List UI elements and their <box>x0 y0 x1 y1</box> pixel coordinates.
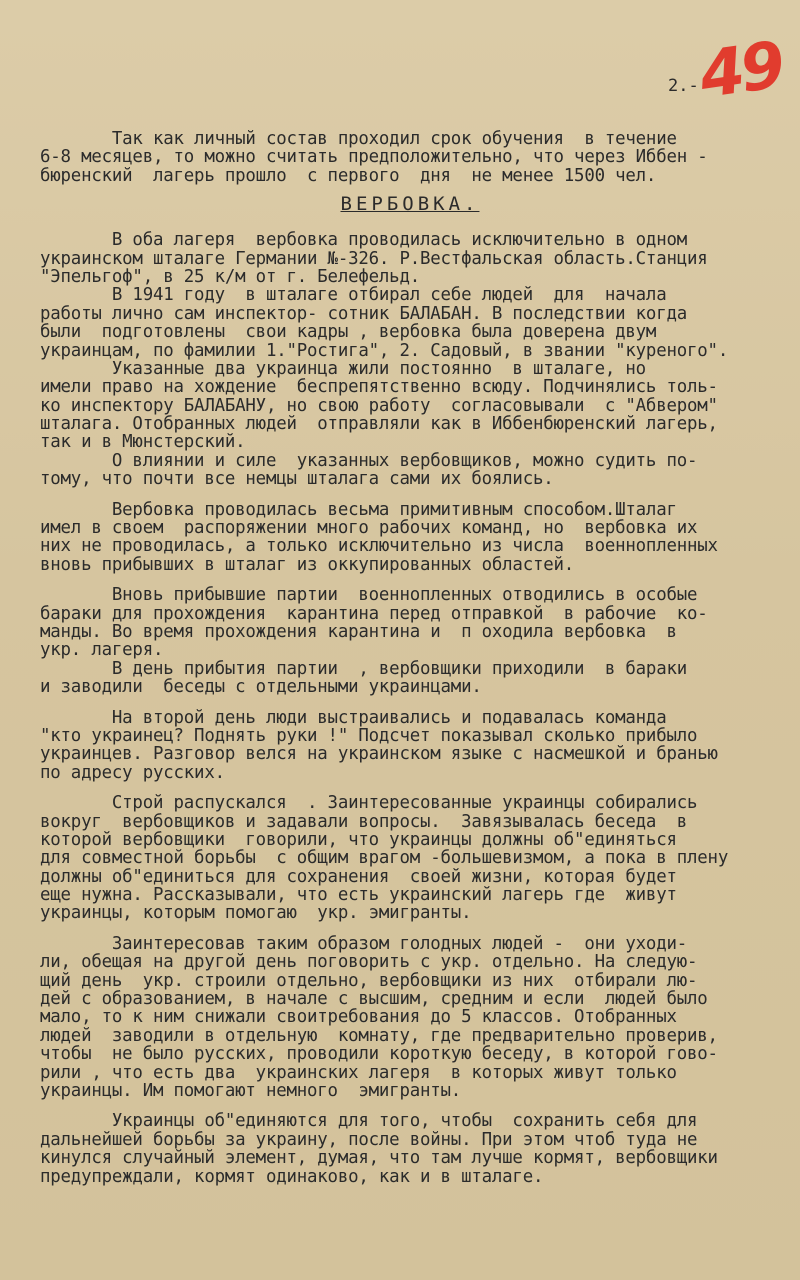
text-line: О влиянии и силе указанных вербовщиков, можно судить по- <box>40 451 698 471</box>
text-line: были подготовлены свои кадры , вербовка была доверена двум <box>40 323 657 342</box>
text-line: В 1941 году в шталаге отбирал себе людей для начала <box>40 286 667 305</box>
text-line: должны об"единиться для сохранения своей жизни, которая будет <box>40 867 677 887</box>
document-body <box>40 130 780 1186</box>
text-line: украинском шталаге Германии №-326. Р.Вестфальская область.Станция <box>40 249 708 268</box>
text-line: тому, что почти все немцы шталага сами их боялись. <box>40 470 554 489</box>
paragraph-gap <box>40 489 780 501</box>
text-line: В оба лагеря вербовка проводилась исключительно в одном <box>40 231 688 250</box>
text-line: украинцев. Разговор велся на украинском языке с насмешкой и бранью <box>40 745 718 764</box>
text-line: манды. Во время прохождения карантина и п оходила вербовка в <box>40 622 677 642</box>
text-line: так и в Мюнстерский. <box>40 433 246 452</box>
text-line: На второй день люди выстраивались и подавалась команда <box>40 708 667 727</box>
text-line: шталага. Отобранных людей отправляли как в Иббенбюренский лагерь, <box>40 415 718 434</box>
text-line: щий день укр. строили отдельно, вербовщики из них отбирали лю- <box>40 971 698 991</box>
text-line: чтобы не было русских, проводили короткую беседу, в которой гово- <box>40 1045 718 1064</box>
page-number: 2.- <box>668 76 699 96</box>
paragraph <box>40 231 780 488</box>
paragraph <box>40 501 780 575</box>
text-line: укр. лагеря. <box>40 641 164 660</box>
text-line: них не проводилась, а только исключительно из числа военнопленных <box>40 537 718 556</box>
archive-sheet-number: 49 <box>695 28 786 114</box>
paragraph <box>40 1112 780 1186</box>
text-line: Указанные два украинца жили постоянно в шталаге, но <box>40 359 646 379</box>
text-line: бюренский лагерь прошло с первого дня не менее 1500 чел. <box>40 166 657 186</box>
paragraph-gap <box>40 697 780 709</box>
paragraph-gap <box>40 923 780 935</box>
text-line: рили , что есть два украинских лагеря в которых живут только <box>40 1063 677 1082</box>
text-line: вокруг вербовщиков и задавали вопросы. Завязывалась беседа в <box>40 812 688 831</box>
text-line: бараки для прохождения карантина перед отправкой в рабочие ко- <box>40 604 708 623</box>
paragraph <box>40 794 780 923</box>
section-heading: ВЕРБОВКА. <box>340 193 480 216</box>
text-line: дей с образованием, в начале с высшим, средним и если людей было <box>40 990 708 1009</box>
text-line: Украинцы об"единяются для того, чтобы сохранить себя для <box>40 1112 698 1131</box>
text-line: которой вербовщики говорили, что украинцы должны об"единяться <box>40 830 677 850</box>
text-line: по адресу русских. <box>40 763 225 783</box>
text-line: Строй распускался . Заинтересованные украинцы собирались <box>40 794 698 813</box>
text-line: и заводили беседы с отдельными украинцами. <box>40 678 482 697</box>
text-line: "кто украинец? Поднять руки !" Подсчет показывал сколько прибыло <box>40 726 698 746</box>
text-line: украинцы, которым помогаю укр. эмигранты. <box>40 904 472 923</box>
paragraph <box>40 586 780 696</box>
text-line: вновь прибывших в шталаг из оккупированных областей. <box>40 555 575 575</box>
text-line: дальнейшей борьбы за украину, после войны. При этом чтоб туда не <box>40 1130 698 1150</box>
text-line: Вербовка проводилась весьма примитивным способом.Шталаг <box>40 500 677 520</box>
text-line: 6-8 месяцев, то можно считать предположительно, что через Иббен - <box>40 148 708 167</box>
text-line: Вновь прибывшие партии военнопленных отводились в особые <box>40 586 698 605</box>
text-line: для совместной борьбы с общим врагом -большевизмом, а пока в плену <box>40 849 729 868</box>
text-line: людей заводили в отдельную комнату, где предварительно проверив, <box>40 1026 718 1046</box>
paragraph <box>40 130 780 185</box>
text-line: предупреждали, кормят одинаково, как и в шталаге. <box>40 1167 544 1186</box>
text-line: работы лично сам инспектор- сотник БАЛАБАН. В последствии когда <box>40 304 688 324</box>
text-line: "Эпельгоф", в 25 к/м от г. Белефельд. <box>40 267 420 287</box>
text-line: украинцы. Им помогают немного эмигранты. <box>40 1081 462 1101</box>
text-line: еще нужна. Рассказывали, что есть украинский лагерь где живут <box>40 886 677 905</box>
paragraph <box>40 709 780 783</box>
text-line: ли, обещая на другой день поговорить с укр. отдельно. На следую- <box>40 953 698 972</box>
paragraph <box>40 935 780 1101</box>
paragraph-gap <box>40 782 780 794</box>
paragraph-gap <box>40 1100 780 1112</box>
text-line: украинцам, по фамилии 1."Ростига", 2. Садовый, в звании "куреного". <box>40 341 729 360</box>
text-line: ко инспектору БАЛАБАНУ, но свою работу согласовывали с "Абвером" <box>40 396 718 416</box>
text-line: Заинтересовав таким образом голодных людей - они уходи- <box>40 934 688 954</box>
text-line: Так как личный состав проходил срок обучения в течение <box>40 130 677 149</box>
text-line: мало, то к ним снижали своитребования до 5 классов. Отобранных <box>40 1008 677 1027</box>
text-line: имели право на хождение беспрепятственно всюду. Подчинялись толь- <box>40 378 718 397</box>
text-line: В день прибытия партии , вербовщики приходили в бараки <box>40 659 688 679</box>
paragraph-gap <box>40 574 780 586</box>
text-line: кинулся случайный элемент, думая, что там лучше кормят, вербовщики <box>40 1149 718 1168</box>
text-line: имел в своем распоряжении много рабочих команд, но вербовка их <box>40 519 698 538</box>
